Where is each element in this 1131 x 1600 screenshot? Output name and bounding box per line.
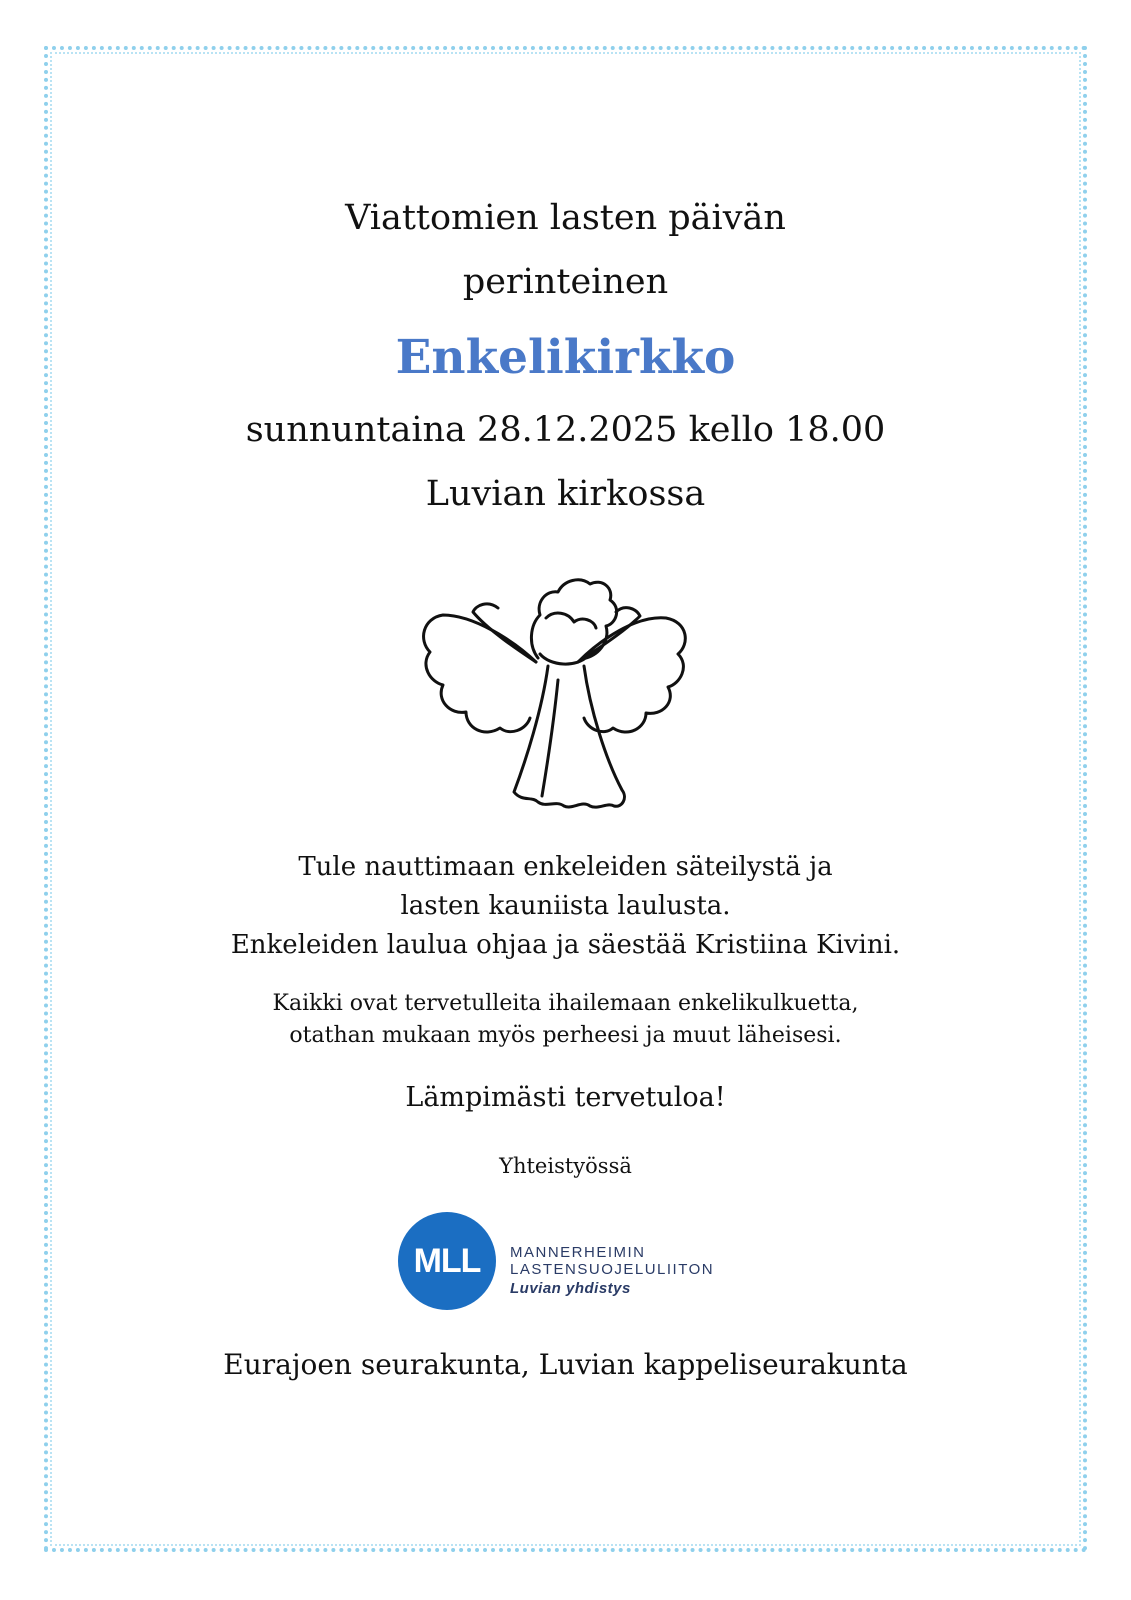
cooperation-label: Yhteistyössä xyxy=(499,1154,632,1178)
description-line: Tule nauttimaan enkeleiden säteilystä ja xyxy=(298,852,833,882)
invitation-line: Kaikki ovat tervetulleita ihailemaan enkelikulkuetta, xyxy=(272,991,859,1016)
invitation-line: otathan mukaan myös perheesi ja muut läheisesi. xyxy=(289,1023,842,1048)
angel-icon xyxy=(418,570,694,820)
event-description xyxy=(0,848,1131,965)
mll-logo xyxy=(398,1212,718,1312)
welcome-text: Lämpimästi tervetuloa! xyxy=(405,1082,726,1113)
logo-name-line: LASTENSUOJELULIITON xyxy=(510,1261,715,1278)
logo-abbreviation: MLL xyxy=(413,1242,481,1280)
event-title: Enkelikirkko xyxy=(395,330,736,385)
heading-line-1: Viattomien lasten päivän xyxy=(345,198,786,238)
logo-subtitle: Luvian yhdistys xyxy=(510,1280,631,1297)
logo-name xyxy=(510,1244,714,1278)
description-line: Enkeleiden laulua ohjaa ja säestää Kristiina Kivini. xyxy=(230,930,901,960)
organizer-text: Eurajoen seurakunta, Luvian kappeliseurakunta xyxy=(223,1348,908,1381)
event-time: sunnuntaina 28.12.2025 kello 18.00 xyxy=(245,410,886,450)
invitation-text xyxy=(0,988,1131,1052)
event-place: Luvian kirkossa xyxy=(425,474,706,514)
heading-line-2: perinteinen xyxy=(462,262,669,302)
logo-name-line: MANNERHEIMIN xyxy=(510,1244,646,1261)
description-line: lasten kauniista laulusta. xyxy=(400,891,731,921)
